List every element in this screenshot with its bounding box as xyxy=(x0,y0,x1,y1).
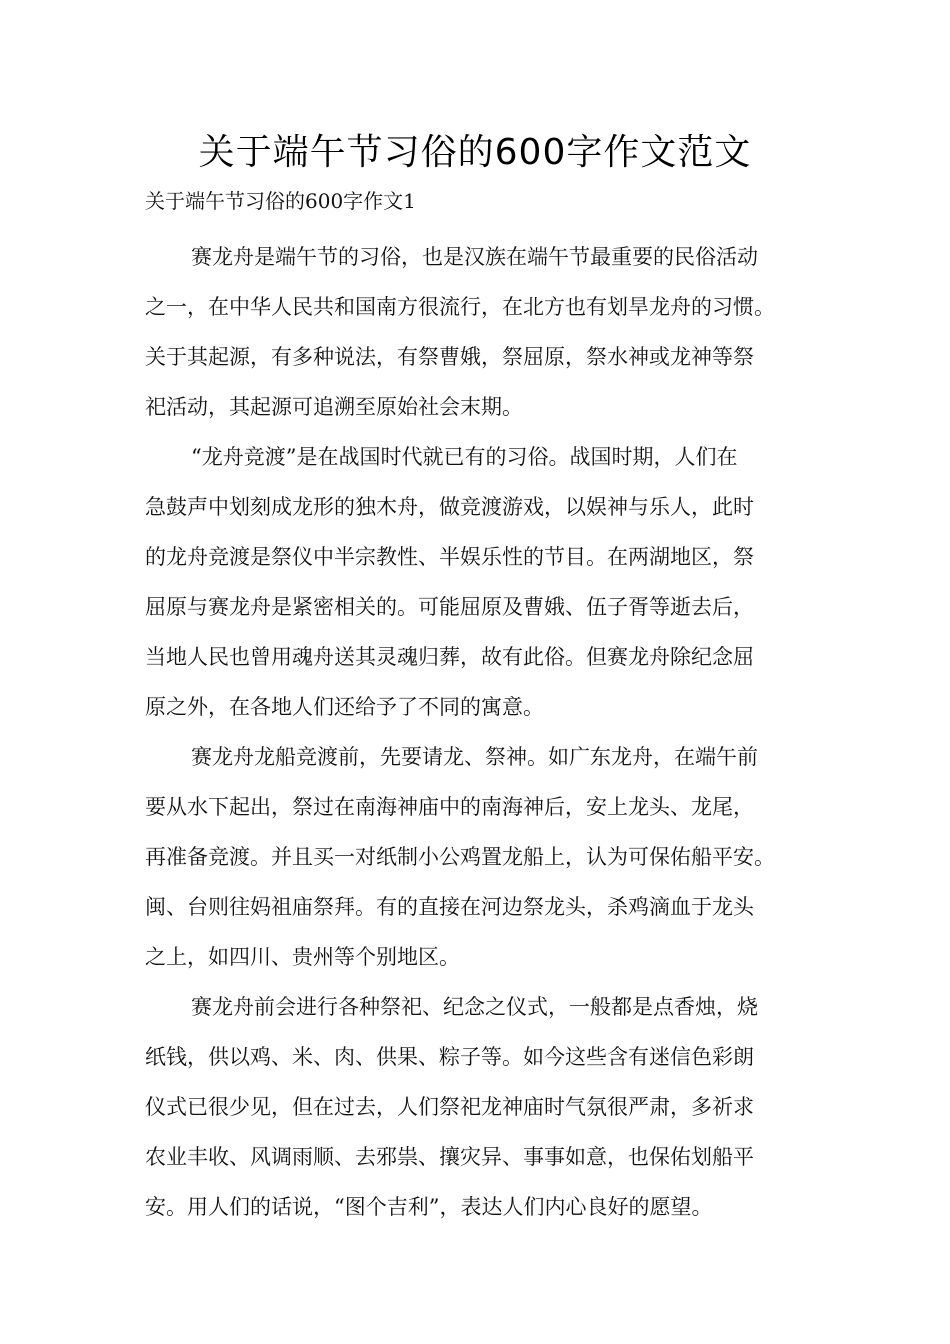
text-line: 的龙舟竞渡是祭仪中半宗教性、半娱乐性的节目。在两湖地区，祭 xyxy=(145,545,754,569)
text-line: 祀活动，其起源可追溯至原始社会末期。 xyxy=(145,395,523,419)
text-line: 仪式已很少见，但在过去，人们祭祀龙神庙时气氛很严肃，多祈求 xyxy=(145,1095,754,1119)
text-line: 当地人民也曾用魂舟送其灵魂归葬，故有此俗。但赛龙舟除纪念屈 xyxy=(145,645,754,669)
text-line: 闽、台则往妈祖庙祭拜。有的直接在河边祭龙头，杀鸡滴血于龙头 xyxy=(145,895,754,919)
text-line: 之上，如四川、贵州等个别地区。 xyxy=(145,945,460,969)
text-line: 赛龙舟前会进行各种祭祀、纪念之仪式，一般都是点香烛，烧 xyxy=(191,995,758,1019)
document-title: 关于端午节习俗的600字作文范文 xyxy=(198,132,752,173)
paragraph-4 xyxy=(145,982,825,1232)
text-line: 安。用人们的话说，“图个吉利”，表达人们内心良好的愿望。 xyxy=(145,1195,713,1219)
text-line: 原之外，在各地人们还给予了不同的寓意。 xyxy=(145,695,544,719)
text-line: 纸钱，供以鸡、米、肉、供果、粽子等。如今这些含有迷信色彩朗 xyxy=(145,1045,754,1069)
paragraph-3 xyxy=(145,732,825,982)
text-line: 赛龙舟是端午节的习俗，也是汉族在端午节最重要的民俗活动 xyxy=(191,245,758,269)
text-line: 再准备竞渡。并且买一对纸制小公鸡置龙船上，认为可保佑船平安。 xyxy=(145,845,775,869)
paragraph-2 xyxy=(145,432,825,732)
paragraph-1 xyxy=(145,232,825,432)
text-line: 要从水下起出，祭过在南海神庙中的南海神后，安上龙头、龙尾， xyxy=(145,795,754,819)
text-line: 农业丰收、风调雨顺、去邪祟、攘灾异、事事如意，也保佑划船平 xyxy=(145,1145,754,1169)
text-line: 关于其起源，有多种说法，有祭曹娥，祭屈原，祭水神或龙神等祭 xyxy=(145,345,754,369)
text-line: 屈原与赛龙舟是紧密相关的。可能屈原及曹娥、伍子胥等逝去后， xyxy=(145,595,754,619)
text-line: 赛龙舟龙船竞渡前，先要请龙、祭神。如广东龙舟，在端午前 xyxy=(191,745,758,769)
text-line: 之一，在中华人民共和国南方很流行，在北方也有划旱龙舟的习惯。 xyxy=(145,295,775,319)
document-body xyxy=(145,232,825,1232)
text-line: “龙舟竞渡”是在战国时代就已有的习俗。战国时期，人们在 xyxy=(191,445,738,469)
document-subtitle: 关于端午节习俗的600字作文1 xyxy=(145,189,416,213)
text-line: 急鼓声中划刻成龙形的独木舟，做竞渡游戏，以娱神与乐人，此时 xyxy=(145,495,754,519)
